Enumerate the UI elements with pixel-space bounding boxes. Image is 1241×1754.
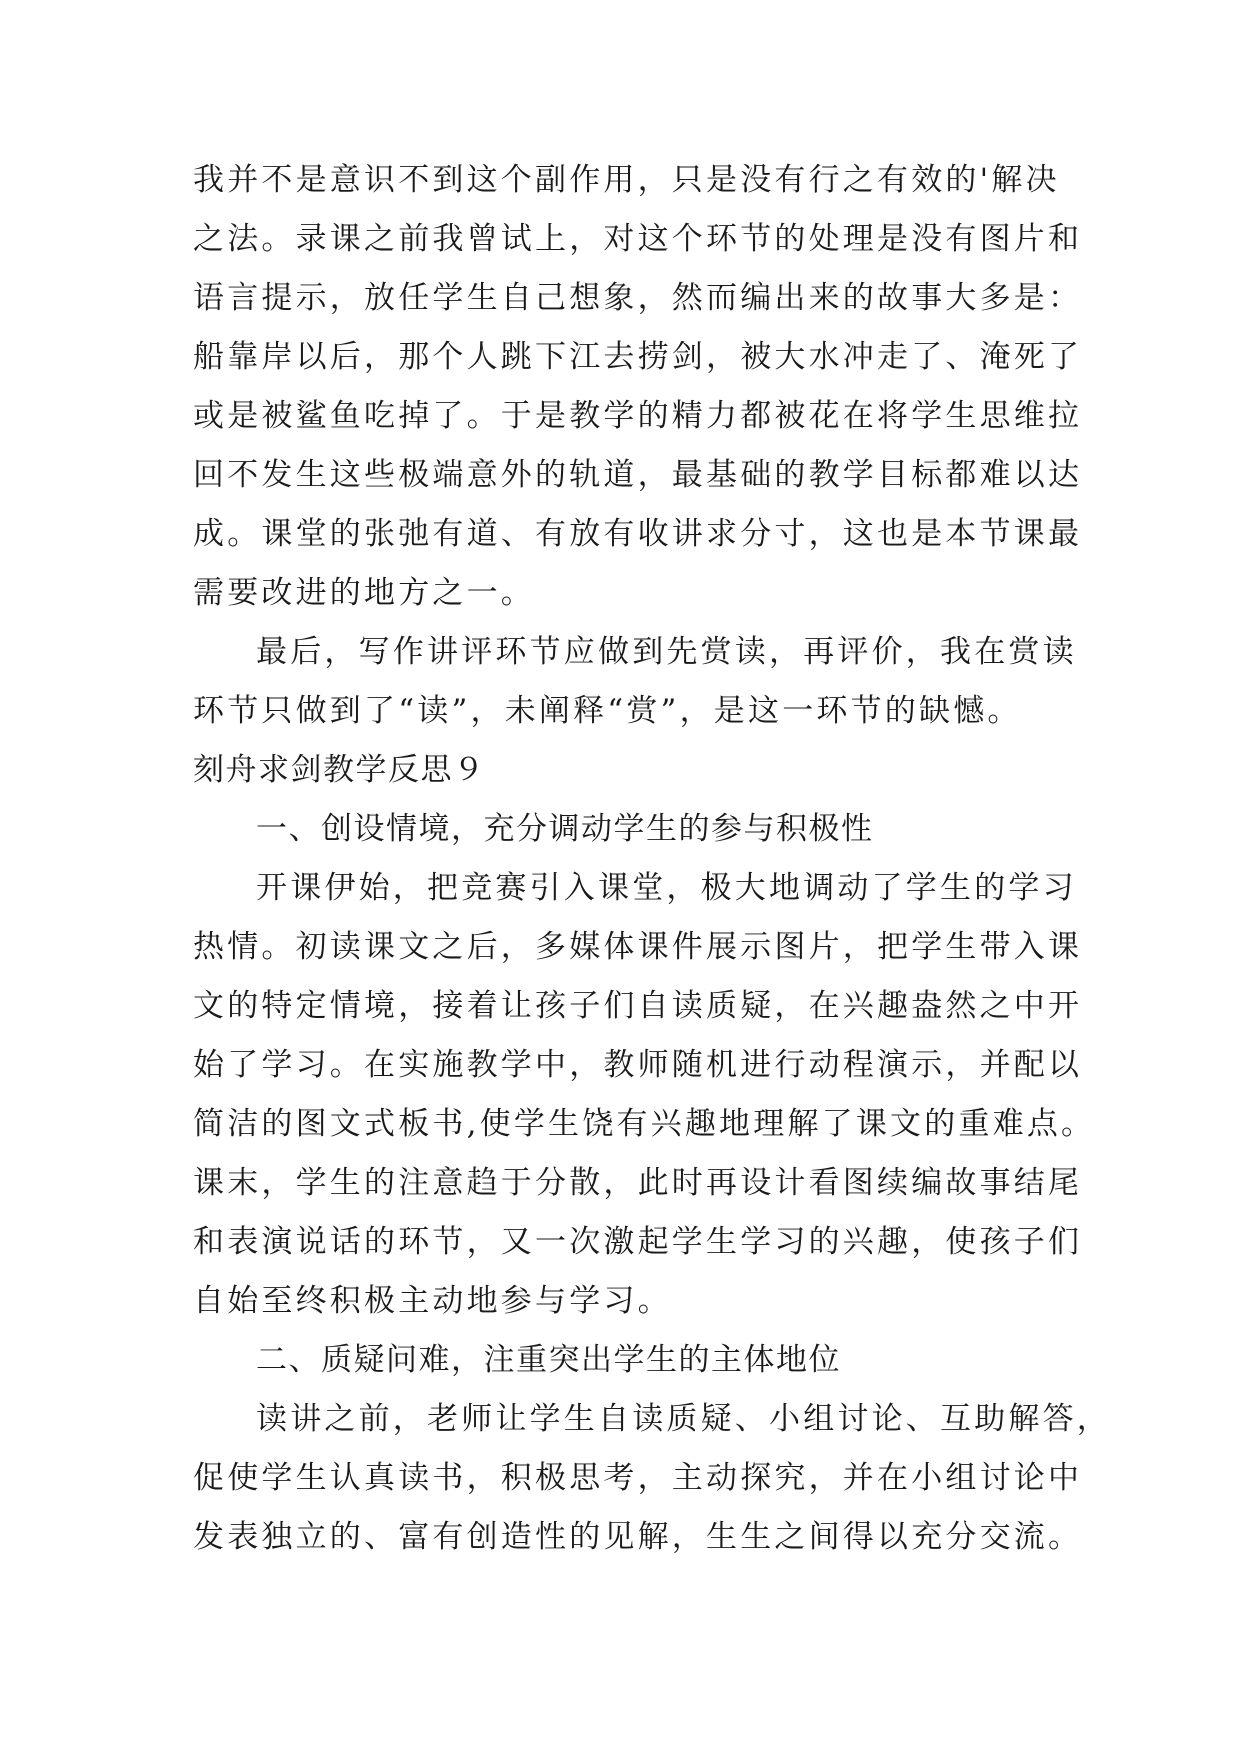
body-text-line: 自始至终积极主动地参与学习。 — [193, 1283, 672, 1319]
body-text-line: 我并不是意识不到这个副作用，只是没有行之有效的'解决 — [193, 162, 1060, 198]
body-text-line: 发表独立的、富有创造性的见解，生生之间得以充分交流。 — [193, 1519, 1083, 1555]
body-text-line: 语言提示，放任学生自己想象，然而编出来的故事大多是： — [193, 280, 1083, 316]
body-text-line: 之法。录课之前我曾试上，对这个环节的处理是没有图片和 — [193, 221, 1083, 257]
paragraph-first-line: 读讲之前，老师让学生自读质疑、小组讨论、互助解答， — [256, 1401, 1111, 1437]
body-text-line: 或是被鲨鱼吃掉了。于是教学的精力都被花在将学生思维拉 — [193, 398, 1083, 434]
section-heading: 一、创设情境，充分调动学生的参与积极性 — [256, 811, 874, 847]
body-text-line: 需要改进的地方之一。 — [193, 575, 535, 611]
paragraph-first-line: 开课伊始，把竞赛引入课堂，极大地调动了学生的学习 — [256, 870, 1077, 906]
body-text-line: 课末，学生的注意趋于分散，此时再设计看图续编故事结尾 — [193, 1165, 1083, 1201]
body-text-line: 回不发生这些极端意外的轨道，最基础的教学目标都难以达 — [193, 457, 1083, 493]
paragraph-first-line: 最后，写作讲评环节应做到先赏读，再评价，我在赏读 — [256, 634, 1077, 670]
body-text-line: 文的特定情境，接着让孩子们自读质疑，在兴趣盎然之中开 — [193, 988, 1083, 1024]
body-text-line: 简洁的图文式板书,使学生饶有兴趣地理解了课文的重难点。 — [193, 1106, 1096, 1142]
body-text-line: 始了学习。在实施教学中，教师随机进行动程演示，并配以 — [193, 1047, 1083, 1083]
body-text-line: 船靠岸以后，那个人跳下江去捞剑，被大水冲走了、淹死了 — [193, 339, 1083, 375]
body-text-line: 热情。初读课文之后，多媒体课件展示图片，把学生带入课 — [193, 929, 1083, 965]
body-text-line: 和表演说话的环节，又一次激起学生学习的兴趣，使孩子们 — [193, 1224, 1083, 1260]
section-title: 刻舟求剑教学反思９ — [193, 752, 486, 788]
body-text-line: 成。课堂的张弛有道、有放有收讲求分寸，这也是本节课最 — [193, 516, 1083, 552]
body-text-line: 环节只做到了“读”，未阐释“赏”，是这一环节的缺憾。 — [193, 693, 1022, 729]
body-text-line: 促使学生认真读书，积极思考，主动探究，并在小组讨论中 — [193, 1460, 1083, 1496]
section-heading: 二、质疑问难，注重突出学生的主体地位 — [256, 1342, 841, 1378]
